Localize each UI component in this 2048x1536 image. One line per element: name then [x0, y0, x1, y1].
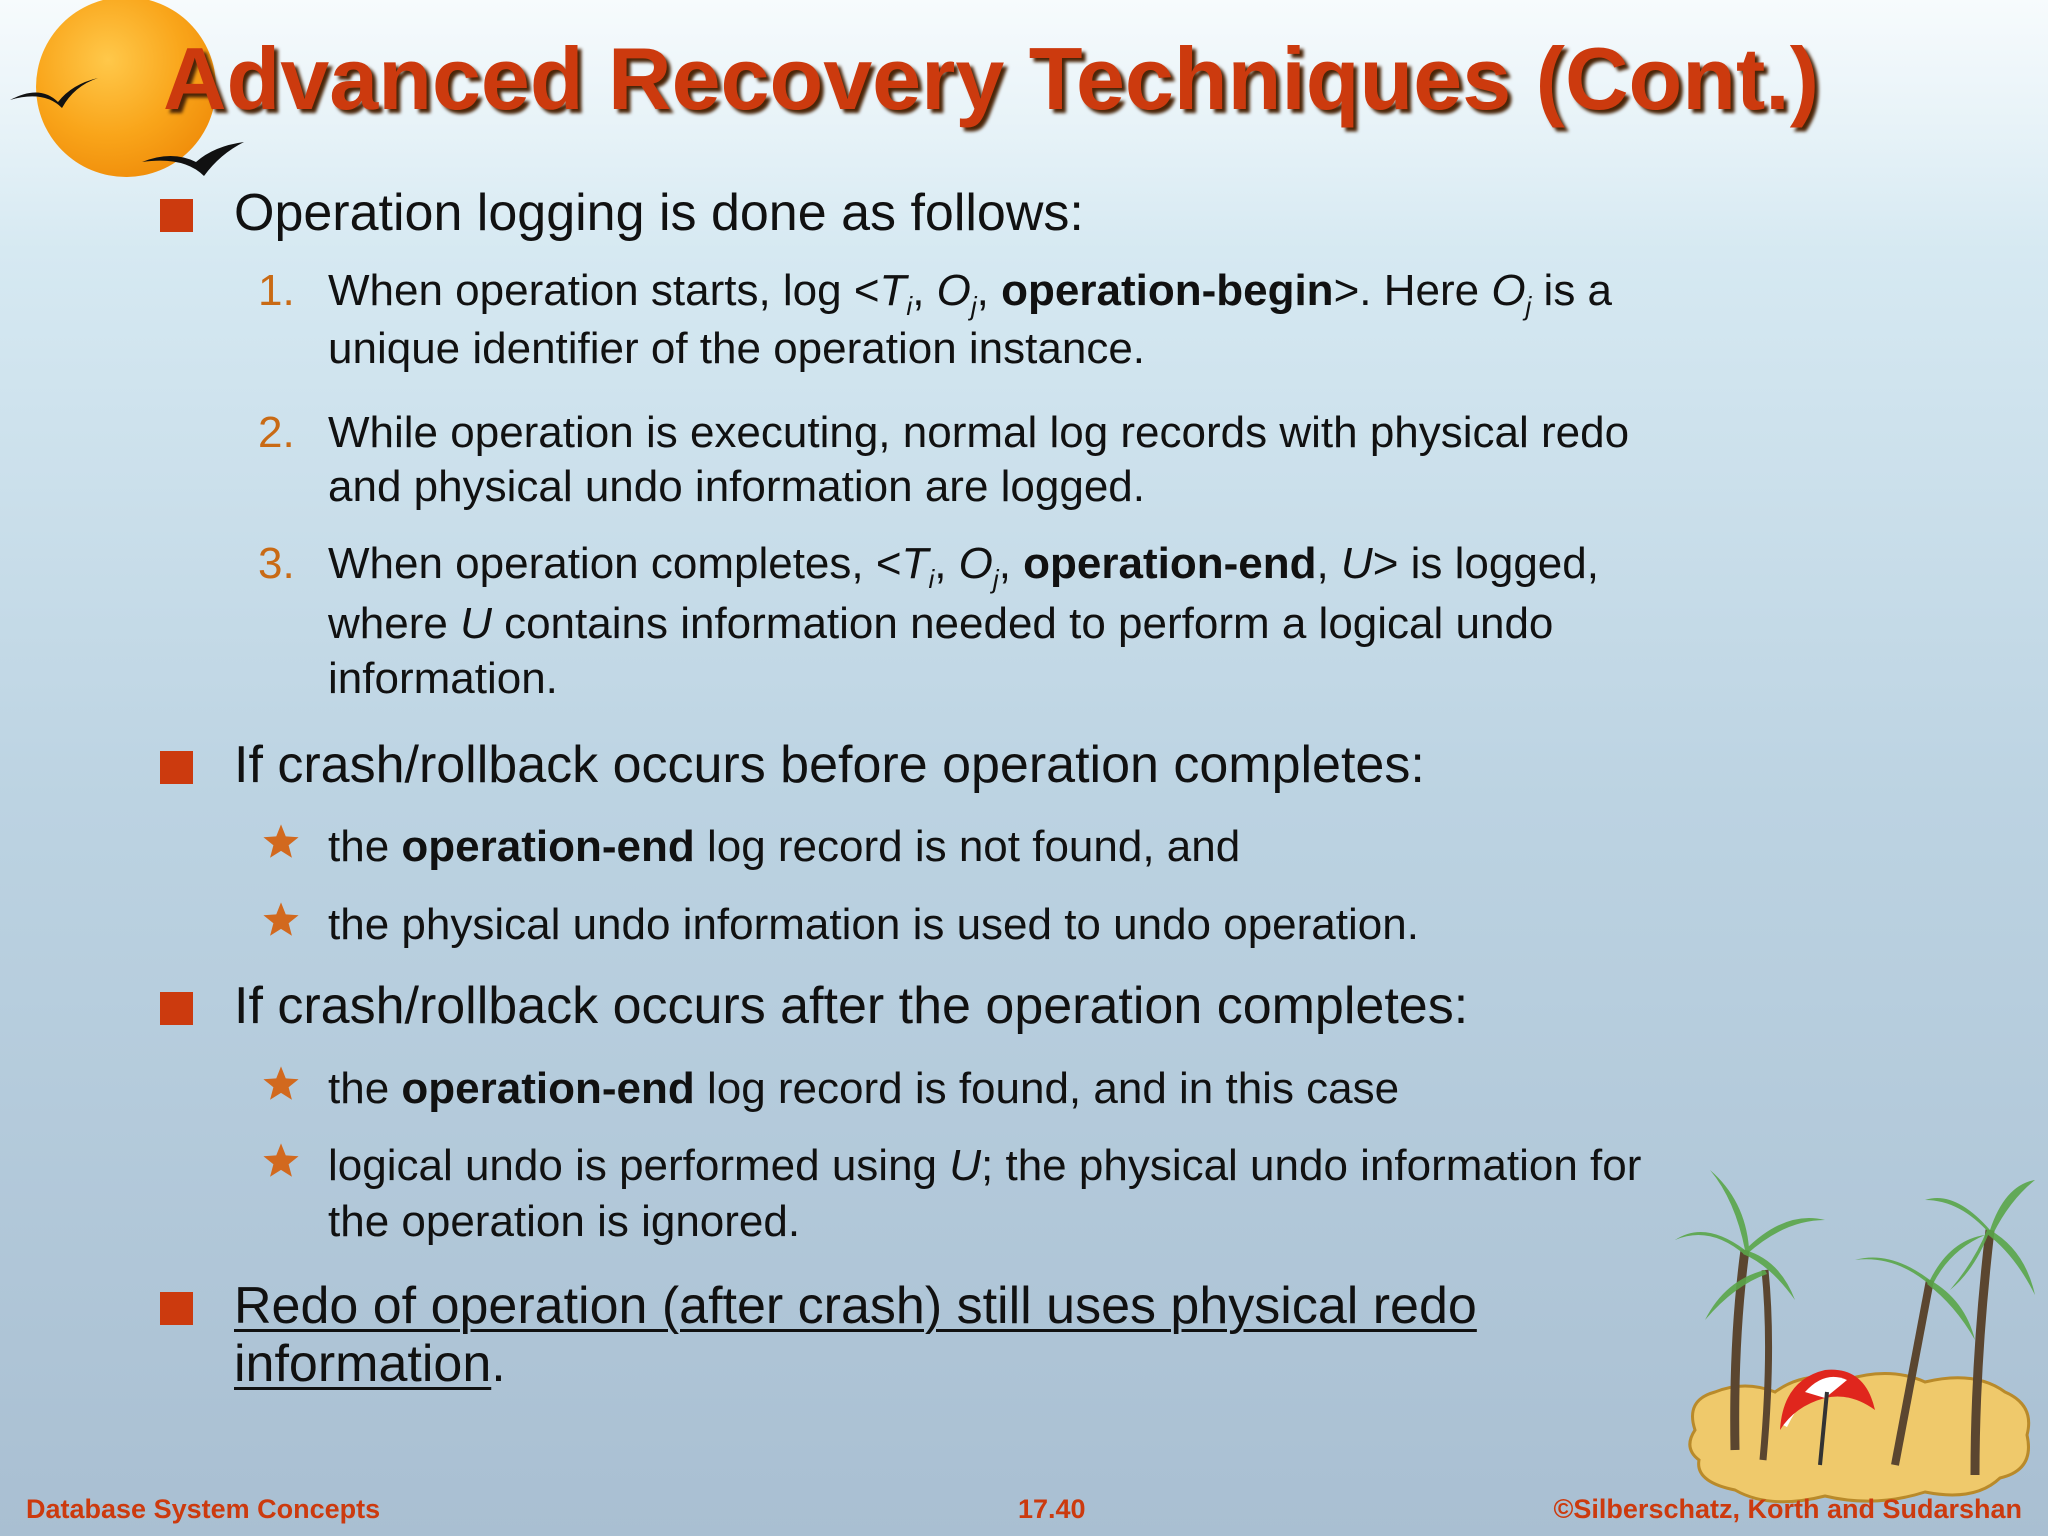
- star-bullet-icon: [262, 822, 300, 860]
- slide-title: Advanced Recovery Techniques (Cont.): [163, 29, 1820, 128]
- step-3-line-3: information.: [328, 654, 558, 703]
- step-3-line-1: When operation completes, $<T_i$, $O_j$, operation-end, U> is logged,: [328, 539, 1599, 594]
- footer-copyright: ©Silberschatz, Korth and Sudarshan: [1553, 1494, 2022, 1524]
- step-number: 3.: [258, 539, 295, 588]
- step-1-line-2: unique identifier of the operation instance.: [328, 324, 1146, 373]
- star-bullet-icon: [262, 900, 300, 938]
- step-number: 2.: [258, 408, 295, 457]
- palm-island-icon: [1675, 1130, 2040, 1510]
- step-number: 1.: [258, 266, 295, 315]
- star-bullet-icon: [262, 1141, 300, 1179]
- star-bullet-icon: [262, 1064, 300, 1102]
- square-bullet-icon: [160, 751, 193, 784]
- step-2-line-1: While operation is executing, normal log records with physical redo: [328, 408, 1630, 457]
- step-1-line-1: When operation starts, $\log <T_i$, $O_j$, operation-begin>. Here $O_j$ is a: [328, 266, 1613, 321]
- square-bullet-icon: [160, 199, 193, 232]
- step-2-line-2: and physical undo information are logged.: [328, 462, 1145, 511]
- footer-left: Database System Concepts: [26, 1494, 381, 1524]
- step-3-line-2: where U contains information needed to perform a logical undo: [328, 599, 1554, 648]
- square-bullet-icon: [160, 992, 193, 1025]
- footer-page-number: 17.40: [1018, 1494, 1086, 1524]
- square-bullet-icon: [160, 1292, 193, 1325]
